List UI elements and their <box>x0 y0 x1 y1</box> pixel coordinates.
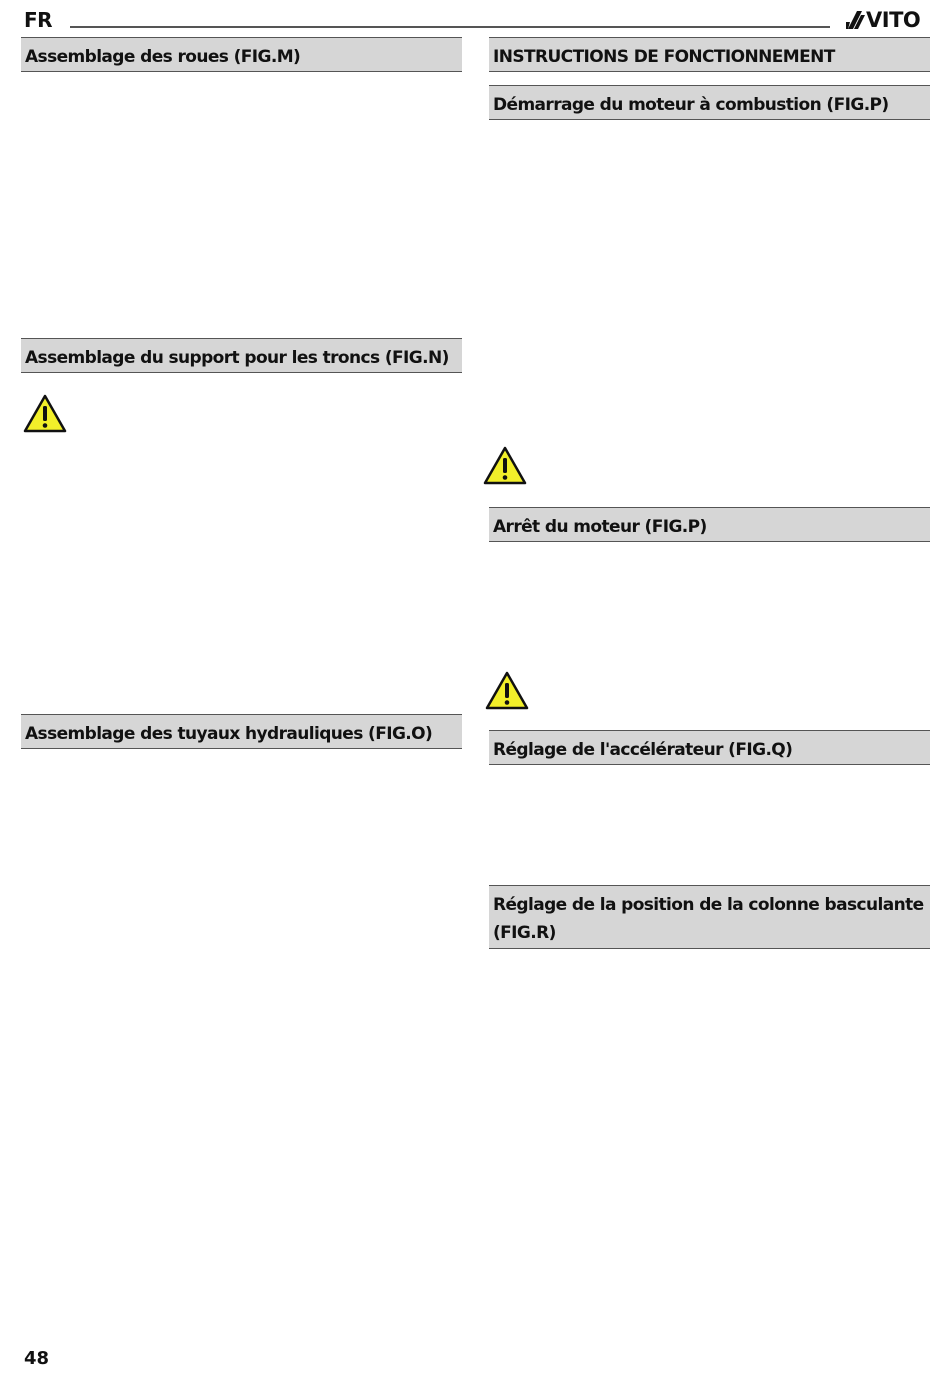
section-title: Assemblage des tuyaux hydrauliques (FIG.O) <box>25 724 433 744</box>
section-title: Assemblage des roues (FIG.M) <box>25 47 301 67</box>
page-number: 48 <box>24 1348 50 1369</box>
section-header-log-support <box>21 338 462 373</box>
brand-name: VITO <box>866 8 921 32</box>
section-title: Démarrage du moteur à combustion (FIG.P) <box>493 95 889 115</box>
section-title: Arrêt du moteur (FIG.P) <box>493 517 707 537</box>
header-rule <box>70 26 830 28</box>
section-header-tilting-column <box>489 885 930 949</box>
section-title-line-1: Réglage de la position de la colonne basculante <box>493 895 924 915</box>
section-header-wheels <box>21 37 462 72</box>
warning-triangle-icon <box>483 445 527 485</box>
slash-logo-icon <box>846 10 866 30</box>
section-title: Réglage de l'accélérateur (FIG.Q) <box>493 740 793 760</box>
section-title-line-2: (FIG.R) <box>493 923 556 943</box>
warning-triangle-icon <box>485 670 529 710</box>
warning-triangle-icon <box>23 393 67 433</box>
section-header-engine-start <box>489 85 930 120</box>
section-title: Assemblage du support pour les troncs (FIG.N) <box>25 348 449 368</box>
section-header-engine-stop <box>489 507 930 542</box>
section-header-throttle-adjustment <box>489 730 930 765</box>
section-title: INSTRUCTIONS DE FONCTIONNEMENT <box>493 47 835 67</box>
brand-logo <box>846 7 920 33</box>
language-code: FR <box>24 8 53 32</box>
section-header-hydraulic-hoses <box>21 714 462 749</box>
section-header-operating-instructions <box>489 37 930 72</box>
